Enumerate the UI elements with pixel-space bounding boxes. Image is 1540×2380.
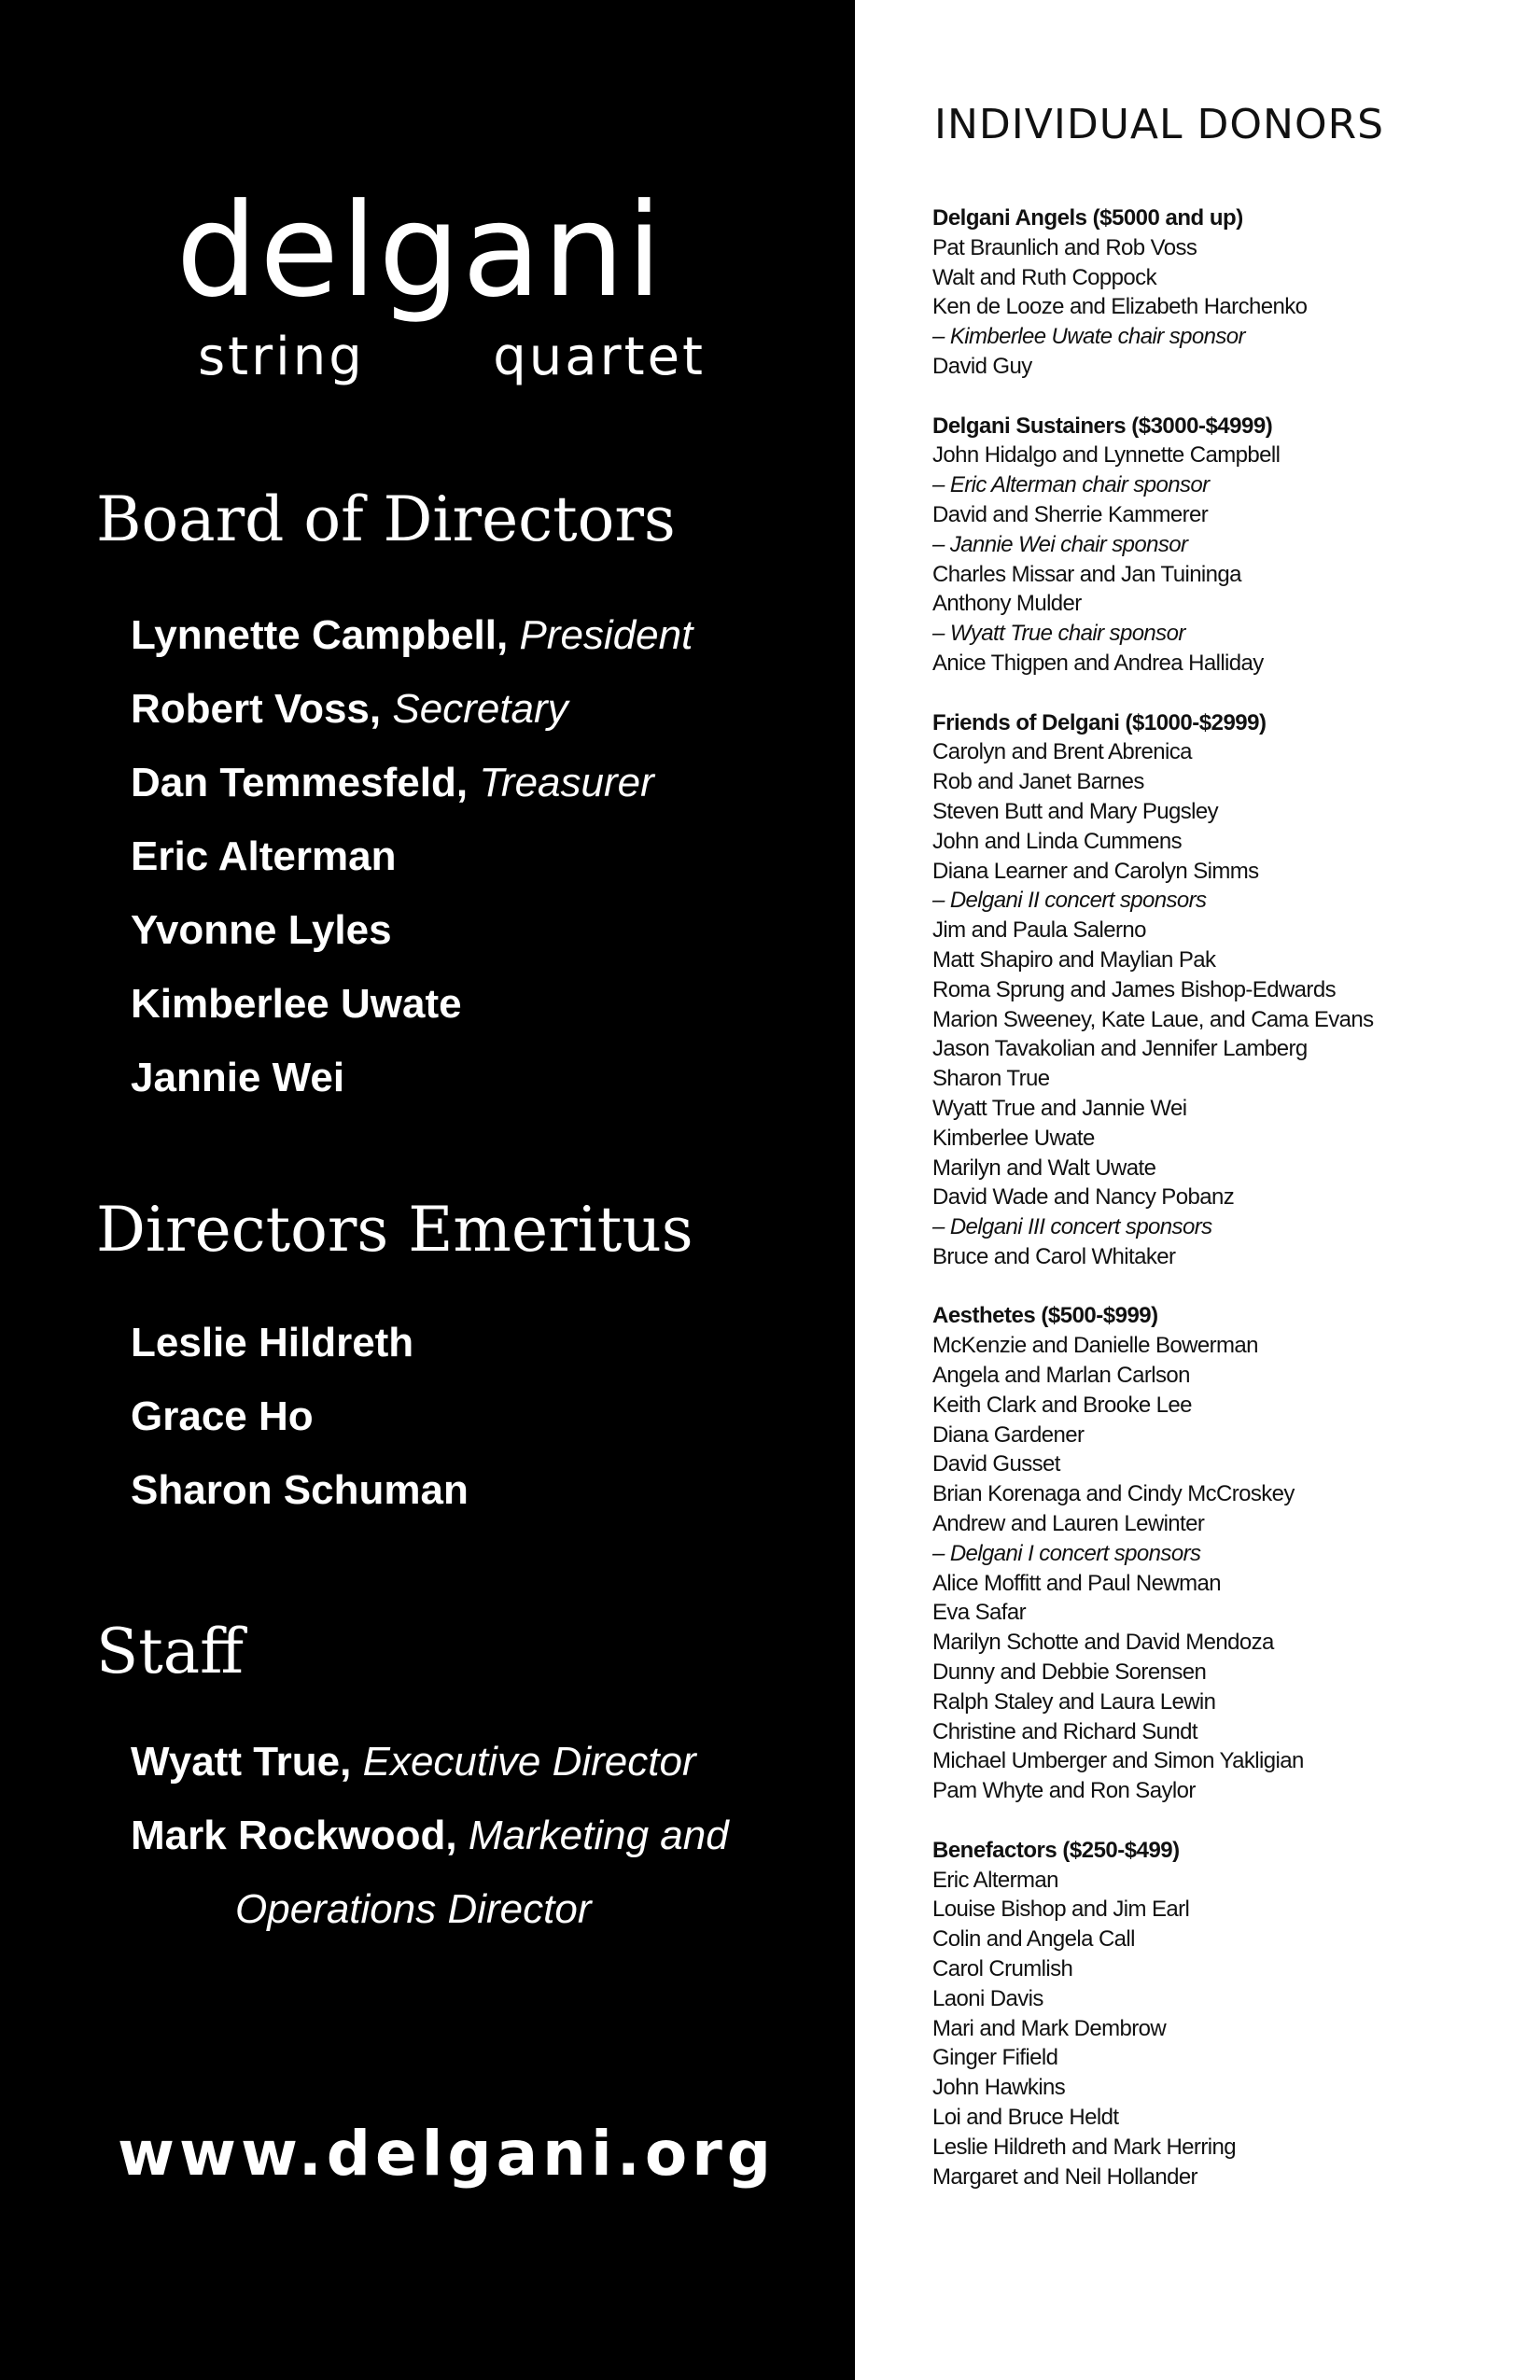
emeritus-member: Grace Ho <box>131 1393 314 1439</box>
donor-entry: Leslie Hildreth and Mark Herring <box>932 2134 1236 2160</box>
emeritus-member: Sharon Schuman <box>131 1467 469 1513</box>
donor-entry: Dunny and Debbie Sorensen <box>932 1659 1207 1686</box>
member-name: Jannie Wei <box>131 1055 345 1100</box>
donor-entry: David Gusset <box>932 1451 1060 1477</box>
donor-entry: Walt and Ruth Coppock <box>932 264 1156 290</box>
staff-member <box>131 1725 729 1799</box>
board-member <box>131 893 693 967</box>
donor-entry: Rob and Janet Barnes <box>932 769 1144 795</box>
member-role: Secretary <box>392 686 568 732</box>
donor-entry: Jim and Paula Salerno <box>932 917 1146 944</box>
logo-subtitle <box>131 327 709 387</box>
donor-tier <box>932 412 1530 679</box>
donor-entry: Bruce and Carol Whitaker <box>932 1243 1176 1269</box>
donor-entry: Eric Alterman <box>932 1867 1058 1893</box>
staff-name: Wyatt True, <box>131 1739 352 1785</box>
staff-role-continued: Operations Director <box>235 1886 592 1932</box>
donor-entry: Diana Learner and Carolyn Simms <box>932 858 1259 884</box>
donor-entry: Diana Gardener <box>932 1421 1085 1448</box>
donor-entry: Matt Shapiro and Maylian Pak <box>932 946 1216 973</box>
board-member <box>131 819 693 893</box>
donor-entry: John Hawkins <box>932 2075 1066 2101</box>
staff-member <box>131 1799 729 1946</box>
tier-entries <box>932 1866 1530 2192</box>
emeritus-member: Leslie Hildreth <box>131 1320 414 1365</box>
donor-entry: Charles Missar and Jan Tuininga <box>932 561 1241 587</box>
donor-entry: Ralph Staley and Laura Lewin <box>932 1688 1216 1715</box>
sponsor-note: – Delgani I concert sponsors <box>932 1540 1201 1566</box>
donor-entry: Ken de Looze and Elizabeth Harchenko <box>932 294 1308 320</box>
sponsor-note: – Eric Alterman chair sponsor <box>932 472 1210 498</box>
donor-entry: Marilyn Schotte and David Mendoza <box>932 1630 1274 1656</box>
donor-entry: Margaret and Neil Hollander <box>932 2163 1197 2190</box>
donor-tier <box>932 203 1530 382</box>
donor-list <box>932 203 1530 2221</box>
board-member <box>131 967 693 1041</box>
donor-entry: Kimberlee Uwate <box>932 1125 1095 1151</box>
donor-entry: Anice Thigpen and Andrea Halliday <box>932 650 1264 676</box>
tier-heading: Delgani Angels ($5000 and up) <box>932 205 1243 231</box>
tier-entries <box>932 233 1530 382</box>
donor-entry: Steven Butt and Mary Pugsley <box>932 798 1219 824</box>
staff-name: Mark Rockwood, <box>131 1813 457 1858</box>
board-member <box>131 598 693 672</box>
sponsor-note: – Delgani II concert sponsors <box>932 888 1207 914</box>
board-member <box>131 746 693 819</box>
board-list <box>131 598 693 1114</box>
board-member <box>131 1041 693 1114</box>
logo-wordmark: delgani <box>175 175 665 326</box>
member-name: Lynnette Campbell, <box>131 612 509 658</box>
donor-entry: Angela and Marlan Carlson <box>932 1363 1190 1389</box>
member-role: President <box>519 612 693 658</box>
donor-entry: Pat Braunlich and Rob Voss <box>932 234 1197 260</box>
donor-entry: McKenzie and Danielle Bowerman <box>932 1333 1258 1359</box>
sponsor-note: – Delgani III concert sponsors <box>932 1214 1212 1240</box>
tier-entries <box>932 441 1530 678</box>
donor-entry: Andrew and Lauren Lewinter <box>932 1511 1205 1537</box>
donor-entry: Mari and Mark Dembrow <box>932 2015 1167 2041</box>
sponsor-note: – Kimberlee Uwate chair sponsor <box>932 324 1245 350</box>
board-heading: Board of Directors <box>96 483 676 555</box>
emeritus-list <box>131 1306 469 1527</box>
donor-entry: Brian Korenaga and Cindy McCroskey <box>932 1481 1295 1507</box>
donor-entry: David Guy <box>932 353 1032 379</box>
donor-entry: Michael Umberger and Simon Yakligian <box>932 1748 1304 1774</box>
tier-heading: Delgani Sustainers ($3000-$4999) <box>932 413 1273 439</box>
member-name: Eric Alterman <box>131 833 397 879</box>
donor-entry: Keith Clark and Brooke Lee <box>932 1392 1192 1418</box>
emeritus-heading: Directors Emeritus <box>96 1194 693 1266</box>
donor-entry: Wyatt True and Jannie Wei <box>932 1095 1187 1121</box>
staff-role: Marketing and <box>468 1813 729 1858</box>
donor-entry: John and Linda Cummens <box>932 828 1182 854</box>
donor-tier <box>932 1301 1530 1806</box>
member-name: Kimberlee Uwate <box>131 981 462 1027</box>
sponsor-note: – Jannie Wei chair sponsor <box>932 531 1188 557</box>
staff-role: Executive Director <box>362 1739 696 1785</box>
logo-sub-right: quartet <box>493 327 706 387</box>
logo-sub-left: string <box>198 327 365 387</box>
tier-entries <box>932 737 1530 1271</box>
website-link[interactable]: www.delgani.org <box>118 2118 776 2190</box>
tier-heading: Friends of Delgani ($1000-$2999) <box>932 709 1267 735</box>
donor-entry: Laoni Davis <box>932 1985 1043 2011</box>
donor-entry: Roma Sprung and James Bishop-Edwards <box>932 976 1336 1002</box>
donor-entry: Marilyn and Walt Uwate <box>932 1155 1156 1181</box>
sponsor-note: – Wyatt True chair sponsor <box>932 621 1185 647</box>
donor-entry: Alice Moffitt and Paul Newman <box>932 1570 1221 1596</box>
tier-entries <box>932 1331 1530 1806</box>
donor-tier <box>932 708 1530 1272</box>
tier-heading: Aesthetes ($500-$999) <box>932 1303 1158 1329</box>
board-member <box>131 672 693 746</box>
donor-entry: Louise Bishop and Jim Earl <box>932 1897 1190 1923</box>
donor-entry: Eva Safar <box>932 1600 1026 1626</box>
donor-entry: Sharon True <box>932 1066 1050 1092</box>
donor-entry: Colin and Angela Call <box>932 1926 1135 1953</box>
staff-heading: Staff <box>96 1616 244 1687</box>
staff-list <box>131 1725 729 1946</box>
member-name: Yvonne Lyles <box>131 907 392 953</box>
donor-tier <box>932 1836 1530 2192</box>
donor-entry: Marion Sweeney, Kate Laue, and Cama Evans <box>932 1006 1374 1032</box>
donor-entry: Jason Tavakolian and Jennifer Lamberg <box>932 1036 1308 1062</box>
donor-entry: Pam Whyte and Ron Saylor <box>932 1778 1196 1804</box>
donor-entry: Anthony Mulder <box>932 591 1082 617</box>
donor-entry: David and Sherrie Kammerer <box>932 501 1209 527</box>
donor-entry: David Wade and Nancy Pobanz <box>932 1184 1235 1211</box>
donors-title: INDIVIDUAL DONORS <box>934 101 1385 148</box>
tier-heading: Benefactors ($250-$499) <box>932 1837 1180 1863</box>
donor-entry: Loi and Bruce Heldt <box>932 2105 1119 2130</box>
donor-entry: Carol Crumlish <box>932 1956 1073 1982</box>
donor-entry: Ginger Fifield <box>932 2045 1058 2071</box>
member-role: Treasurer <box>479 760 654 805</box>
member-name: Dan Temmesfeld, <box>131 760 469 805</box>
donor-entry: Christine and Richard Sundt <box>932 1718 1197 1744</box>
member-name: Robert Voss, <box>131 686 382 732</box>
donor-entry: John Hidalgo and Lynnette Campbell <box>932 442 1281 469</box>
donor-entry: Carolyn and Brent Abrenica <box>932 739 1192 765</box>
